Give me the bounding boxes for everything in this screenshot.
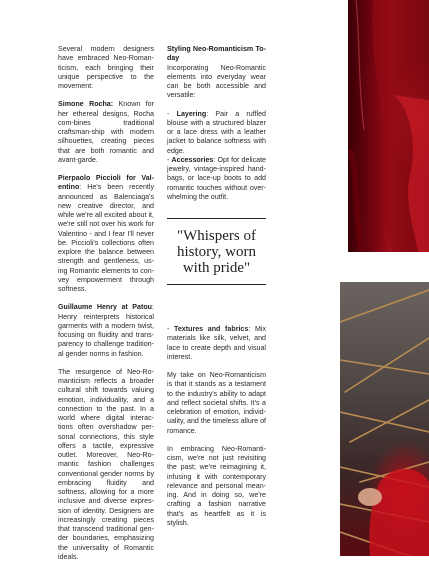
bullet-dash: - [167, 325, 175, 333]
bullet-dash: - [167, 109, 177, 118]
tip-text: : Pair a ruffled blouse with a structured blazer or a lace dress with a leather jacket to balance softness with edge. [167, 109, 267, 155]
designer-entry [58, 303, 154, 359]
mid-column [167, 45, 266, 202]
tip-name: Textures and fabrics [174, 325, 249, 333]
designer-entry [58, 174, 154, 294]
designer-entry [58, 100, 154, 165]
photo-sticks-hand [340, 282, 429, 556]
tip-text: : Mix materials like silk, velvet, and lace to create depth and visual interest. [167, 325, 266, 361]
tip-text: : Opt for delicate jewelry, vintage-inspired hand-bags, or lace-up boots to add romantic touches without over-whelming the outfit. [167, 155, 267, 201]
mid-column-bottom [167, 325, 266, 537]
photo-red-figure-art [348, 0, 429, 252]
designer-name: Guillaume Henry at Patou [58, 303, 153, 312]
designer-text: : Henry reinterprets historical garments with a modern twist, focusing on fluidity and trans-parency to challenge tradition-al gender norms in fashion. [58, 303, 154, 358]
photo-sticks-hand-art [340, 282, 429, 556]
tip-name: Accessories [171, 155, 214, 164]
tip-entry [167, 110, 266, 156]
left-column [58, 45, 154, 571]
pull-quote: "Whispers of history, worn with pride" [167, 218, 266, 285]
tip-entry [167, 325, 266, 362]
designer-name: Pierpaolo Piccioli for Val-entino [58, 174, 154, 192]
section-heading: Styling Neo-Romanticism To-day [167, 45, 266, 63]
tip-entry [167, 156, 266, 202]
body-paragraph: My take on Neo-Romanticism is that it stands as a testament to the industry's ability to adapt and reflect societal shifts. It's a celebration of emotion, individ-uality, and the timeless allure of romance. [167, 371, 266, 435]
intro-paragraph: Several modern designers have embraced Neo-Roman-ticism, each bringing their unique perspective to the movement: [58, 45, 154, 90]
body-paragraph: In embracing Neo-Romanti-cism, we're not just revisiting the past; we're reimagining it, infusing it with contemporary relevance and personal mean-ing. And in doing so, we're crafting a fashion narrative that's as heartfelt as it is stylish. [167, 444, 266, 527]
styling-intro: Incorporating Neo-Romantic elements into everyday wear can be both accessible and versatile: [167, 63, 266, 100]
tip-name: Layering [176, 109, 207, 118]
designer-text: Known for her ethereal designs, Rocha com-bines traditional craftsman-ship with modern silhouettes, creating pieces that are both romantic and avant-garde. [58, 100, 154, 164]
photo-red-figure [348, 0, 429, 252]
closing-paragraph: The resurgence of Neo-Ro-manticism reflects a broader cultural shift towards valuing emotion, individuality, and a connection to the past. In a world where digital interac-tions often overshadow per-sonal connections, this style offers a tactile, expressive outlet. Moreover, Neo-Ro-mantic fashion challenges conventional gender norms by embracing fluidity and softness, allowing for a more inclusive and diverse expres-sion of identity. Designers are increasingly creating pieces that transcend traditional gen-der boundaries, emphasizing the universality of Romantic ideals. [58, 367, 154, 561]
designer-name: Simone Rocha: [58, 100, 114, 109]
designer-text: : He's been recently announced as Balenciaga's new creative director, and while we're all excited about it, we're still not over his work for Valentino - and I fear I'll never be. Piccioli's collections often explore the balance between strength and gentleness, us-ing Romantic elements to con-vey empowerment through softness. [58, 183, 154, 293]
bullet-dash: - [167, 155, 172, 164]
